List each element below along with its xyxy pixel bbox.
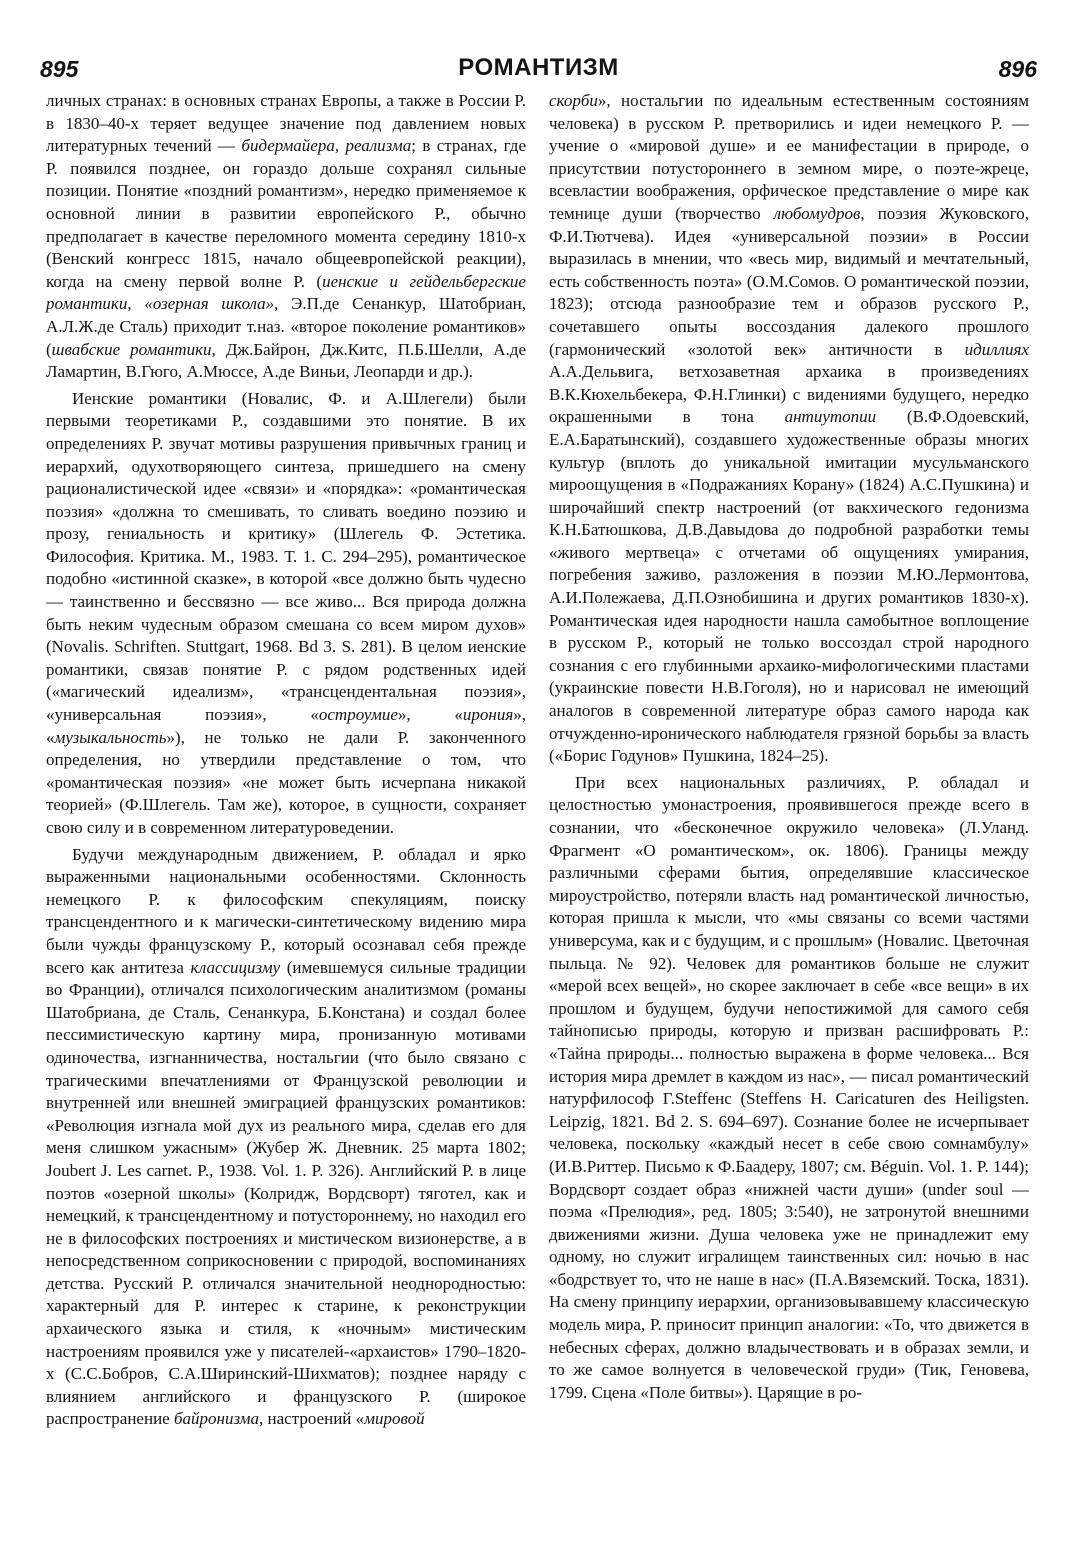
italic-term: швабские романтики, [51, 339, 216, 359]
paragraph [46, 844, 526, 1431]
page-number-right: 896 [998, 56, 1037, 82]
italic-term: остроумие [318, 705, 398, 725]
page-header [40, 50, 1037, 86]
text-run: (имевшемуся сильные традиции во Франции), отличался психологическим аналитизмом (романы Шатобриана, де Сталь, Сенанкура, Б.Констана) и создал более пессимистическую картину мира, пронизанную мотивами одиночества, изгнанничества, ностальгии (что было связано с трагическими впечатлениями от Французской революции и внутренней или внешней эмиграцией французских романтиков: «Революция изгнала мой дух из реального мира, сделав его для меня слишком ужасным» (Жубер Ж. Дневник. 25 марта 1802; Joubert J. Les carnet. P., 1938. Vol. 1. P. 326). Английский Р. в лице поэтов «озерной школы» (Колридж, Вордсворт) тяготел, как и немецкий, к трансцендентному и потустороннему, но находил его не в философских построениях и мистическом визионерстве, а в непосредственном соприкосновении с природой, воспоминаниях детства. Русский Р. отличался значительной неоднородностью: характерный для Р. интерес к старине, к реконструкции архаического языка и стиля, к «ночным» мистическим настроениям проявился уже у писателей-«архаистов» 1790–1820-х (С.С.Бобров, С.А.Ширинский-Шихматов); позднее наряду с влиянием английского и французского Р. (широкое распространение [46, 957, 526, 1429]
text-run: », « [397, 705, 463, 725]
italic-term: иенские и гейдельбергские романтики, «озерная школа», [46, 271, 526, 314]
italic-term: мировой [364, 1409, 425, 1429]
text-run: »), не только не дали Р. законченного определения, но утвердили представление о том, что «романтическая поэзия» «не может быть исчерпана никакой теорией» (Ф.Шлегель. Там же), которое, в сущности, сохраняет свою силу и в современном литературоведении. [46, 727, 526, 837]
italic-term: антиутопии [784, 407, 877, 427]
paragraph [549, 772, 1029, 1405]
italic-term: ирония [462, 705, 514, 725]
text-run: Иенские романтики (Новалис, Ф. и А.Шлегели) были первыми теоретиками Р., создавшими это понятие. В их определениях Р. звучат мотивы разрушения привычных границ и иерархий, одухотворяющего синтеза, пришедшего на смену рационалистической идее «связи» и «порядка»: «романтическая поэзия» «должна то смешивать, то сливать воедино поэзию и прозу, гениальность и критику» (Шлегель Ф. Эстетика. Философия. Критика. М., 1983. Т. 1. С. 294–295), романтическое подобно «истинной сказке», в которой «все должно быть чудесно — таинственно и бессвязно — все живо... Вся природа должна быть неким чудесным образом смешана со всем миром духов» (Novalis. Schriften. Stuttgart, 1968. Bd 3. S. 281). В целом иенские романтики, связав понятие Р. с рядом родственных идей («магический идеализм», «трансцендентальная поэзия», «универсальная поэзия», « [46, 388, 526, 725]
text-run: ; в странах, где Р. появился позднее, он гораздо дольше сохранял сильные позиции. Понятие «поздний романтизм», нередко применяемое к основной линии в развитии европейского Р., обычно предполагает в качестве переломного момента середину 1810-х (Венский конгресс 1815, начало общеевропейской реакции), когда на смену первой волне Р. ( [46, 136, 526, 291]
italic-term: идиллиях [964, 339, 1029, 359]
paragraph [46, 90, 526, 384]
page-number-left: 895 [40, 56, 79, 82]
text-run: », ностальгии по идеальным естественным состояниям человека) в русском Р. претворились и идеи немецкого Р. — учение о «мировой душе» и ее манифестации в природе, о присутствии потустороннего в земном мире, о поэте-жреце, всевластии воображения, орфическое представление о мире как темнице души (творчество [549, 91, 1029, 223]
paragraph [46, 388, 526, 840]
text-run: Э.П.де Сенанкур, Шатобриан, А.Л.Ж.де Сталь) приходит т.наз. «второе поколение романтиков» ( [46, 294, 526, 359]
text-run: », « [46, 705, 526, 747]
text-run: При всех национальных различиях, Р. обладал и целостностью умонастроения, проявившегося прежде всего в сознании, что «бесконечное окружило человека» (Л.Уланд. Фрагмент «О романтическом», ок. 1806). Границы между различными сферами бытия, определявшие классическое мироустройство, потеряли власть над романтической личностью, которая пришла к мысли, что «мы связаны со всеми частями универсума, как и с будущим, и с прошлым» (Новалис. Цветочная пыльца. № 92). Человек для романтиков больше не служит «мерой всех вещей», но скорее заключает в себе «все вещи» в их прошлом и будущем, будучи непостижимой для самого себя тайнописью природы, которую и призван расшифровать Р.: «Тайна природы... полностью выражена в форме человека... Вся история мира дремлет в каждом из нас», — писал романтический натурфилософ Г.Steffeнс (Steffens H. Caricaturen des Heiligsten. Leipzig, 1821. Bd 2. S. 694–697). Сознание более не исчерпывает человека, поскольку «каждый несет в себе свою сомнамбулу» (И.В.Риттер. Письмо к Ф.Баадеру, 1807; см. Béguin. Vol. 1. P. 144); Вордсворт создает образ «нижней части души» (under soul — поэма «Прелюдия», ред. 1805; 3:540), не затронутой внешними движениями жизни. Душа человека уже не принадлежит ему одному, но служит игралищем таинственных сил: ночью в нас «бодрствует то, что не наше в нас» (П.А.Вяземский. Тоска, 1831). На смену принципу иерархии, организовывавшему классическую модель мира, Р. приносит принцип аналогии: «То, что движется в небесных сферах, должно владычествовать и в образах земли, и то же самое волнуется в человеческой груди» (Тик, Геновева, 1799. Сцена «Поле битвы»). Царящие в ро- [549, 772, 1029, 1402]
italic-term: бидермайера, реализма [241, 136, 412, 156]
text-run: А.А.Дельвига, ветхозаветная архаика в произведениях В.К.Кюхельбекера, Ф.Н.Глинки) с видениями будущего, нередко окрашенными в тона [549, 362, 1029, 427]
text-run: Дж.Байрон, Дж.Китс, П.Б.Шелли, А.де Ламартин, В.Гюго, А.Мюссе, А.де Виньи, Леопарди и др.). [46, 339, 526, 382]
running-title: РОМАНТИЗМ [458, 54, 619, 81]
text-run: , настроений « [259, 1409, 365, 1429]
text-run: Будучи международным движением, Р. обладал и ярко выраженными национальными особенностями. Склонность немецкого Р. к философским спекуляциям, поиску трансцендентного и к магически-синтетическому видению мира были чужды французскому Р., который осознавал себя прежде всего как антитеза [46, 844, 526, 977]
right-column [549, 90, 1029, 1404]
italic-term: байронизма [173, 1409, 260, 1429]
text-run: личных странах: в основных странах Европы, а также в России Р. в 1830–40-х теряет ведущее значение под давлением новых литературных течений — [46, 91, 526, 156]
left-column [46, 90, 526, 1431]
italic-term: классицизму [190, 957, 281, 977]
italic-term: любомудров [773, 203, 861, 223]
italic-term: скорби [549, 91, 598, 110]
text-run: (В.Ф.Одоевский, Е.А.Баратынский), создавшего художественные образы многих культур (вплоть до уникальной имитации мусульманского мироощущения в «Подражаниях Корану» (1824) А.С.Пушкина) и широчайший спектр настроений (от вакхического гедонизма К.Н.Батюшкова, Д.В.Давыдова до подробной разработки темы «живого мертвеца» с отчетами об ощущениях умирания, погребения заживо, разложения в поэзии М.Ю.Лермонтова, А.И.Полежаева, Д.П.Ознобишина и других романтиков 1830-х). Романтическая идея народности нашла самобытное воплощение в русском Р., который не только воссоздал строй народного сознания с его глубинными архаико-мифологическими пластами (украинские повести Н.В.Гоголя), но и нарисовал не имеющий аналогов в современной литературе образ самого народа как отчужденно-иронического наблюдателя грязной борьбы за власть («Борис Годунов» Пушкина, 1824–25). [549, 407, 1029, 766]
text-run: , поэзия Жуковского, Ф.И.Тютчева). Идея «универсальной поэзии» в России выразилась в мнении, что «весь мир, видимый и мечтательный, есть собственность поэта» (О.М.Сомов. О романтической поэзии, 1823); отсюда разнообразие тем и образов русского Р., сочетавшего опыты воссоздания далекого прошлого (гармонический «золотой век» античности в [549, 203, 1029, 359]
paragraph [549, 90, 1029, 768]
italic-term: музыкальность [54, 727, 167, 747]
